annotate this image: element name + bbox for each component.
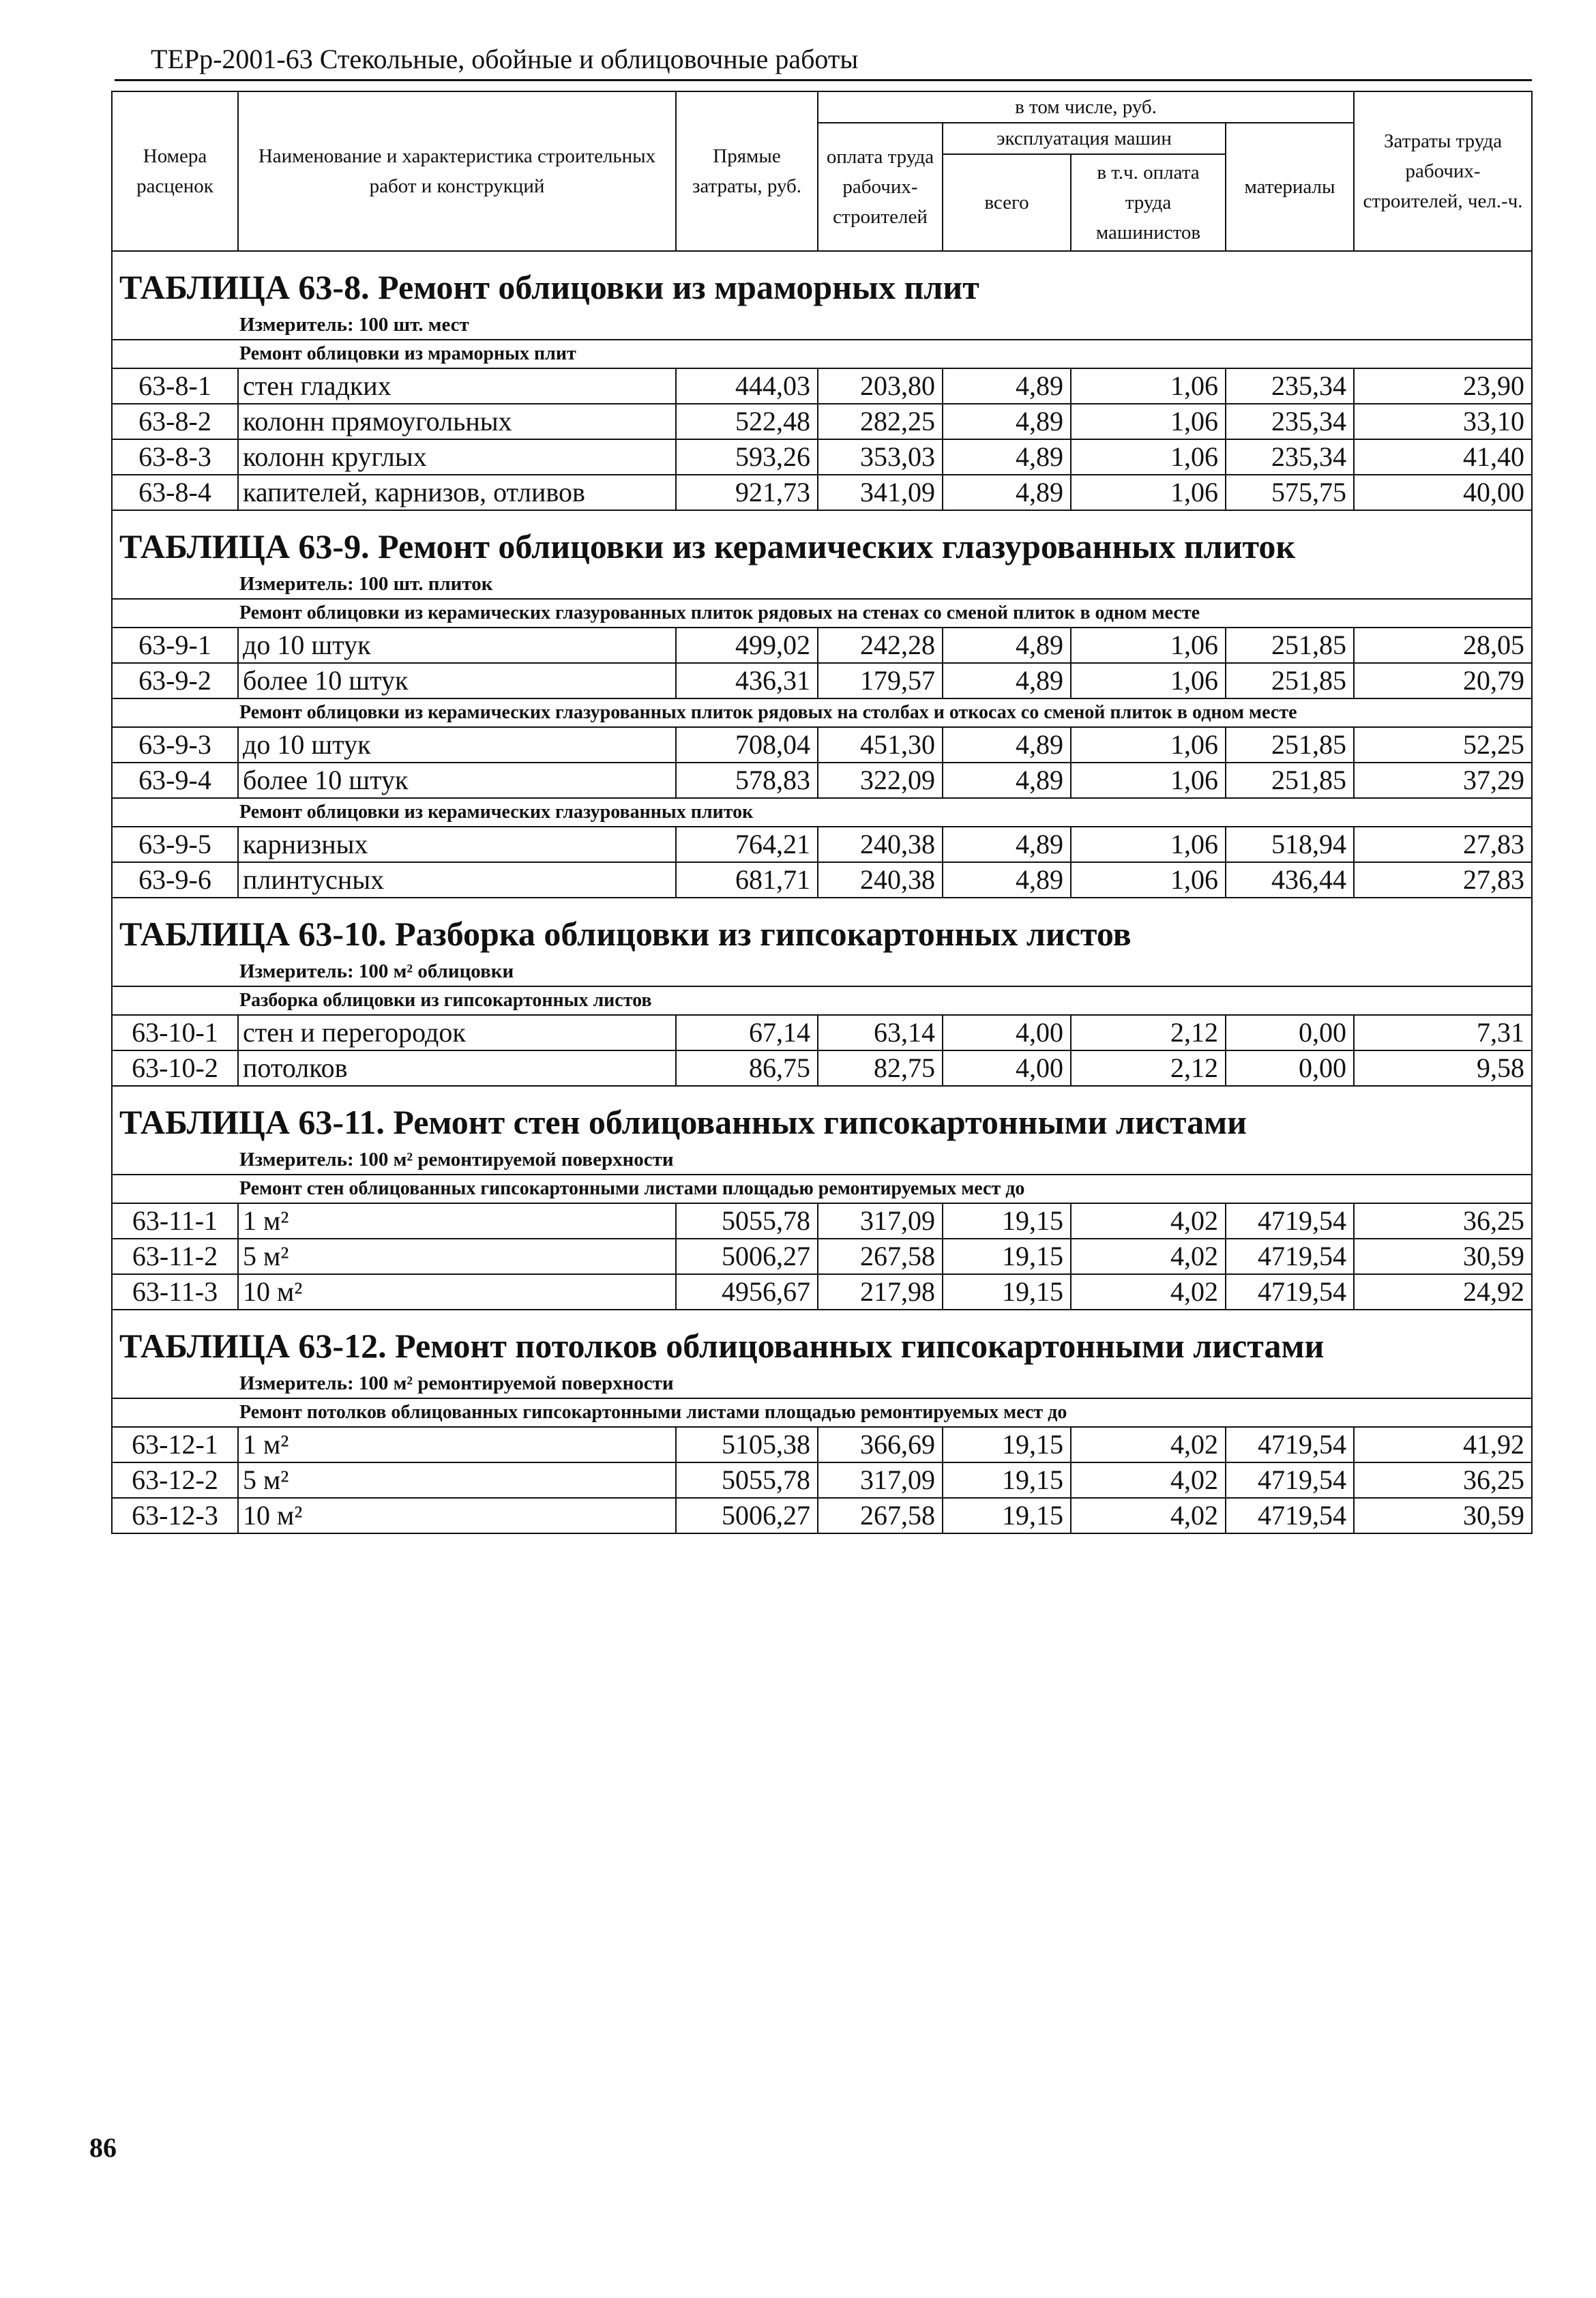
labor-hours: 41,92 [1354,1427,1532,1462]
work-name: до 10 штук [238,628,676,663]
materials-cost: 235,34 [1226,368,1354,404]
rate-code: 63-9-3 [112,727,238,763]
table-title: ТАБЛИЦА 63-11. Ремонт стен облицованных гипсокартонными листами [112,1086,1532,1145]
labor-hours: 30,59 [1354,1498,1532,1533]
labor-hours: 36,25 [1354,1462,1532,1498]
machine-total: 19,15 [943,1239,1071,1274]
table-row [112,439,1532,475]
work-name: до 10 штук [238,727,676,763]
labor-hours: 37,29 [1354,763,1532,798]
machinist-pay: 1,06 [1071,763,1226,798]
group-subtitle-row [112,698,1532,727]
machinist-pay: 1,06 [1071,862,1226,898]
work-name: колонн круглых [238,439,676,475]
work-name: стен и перегородок [238,1015,676,1050]
col-header-machine-operation: эксплуатация машин [943,123,1226,154]
machinist-pay: 1,06 [1071,404,1226,439]
work-name: более 10 штук [238,663,676,698]
labor-pay: 317,09 [818,1462,943,1498]
table-title: ТАБЛИЦА 63-12. Ремонт потолков облицованных гипсокартонными листами [112,1310,1532,1369]
table-title-row [112,251,1532,310]
labor-hours: 27,83 [1354,862,1532,898]
measure-row [112,310,1532,340]
measure-unit: Измеритель: 100 м² ремонтируемой поверхности [112,1369,1532,1398]
labor-pay: 341,09 [818,475,943,510]
machine-total: 4,89 [943,404,1071,439]
machinist-pay: 4,02 [1071,1203,1226,1239]
materials-cost: 4719,54 [1226,1498,1354,1533]
rate-code: 63-12-1 [112,1427,238,1462]
labor-pay: 179,57 [818,663,943,698]
table-row [112,628,1532,663]
materials-cost: 235,34 [1226,404,1354,439]
table-row [112,1015,1532,1050]
table-row [112,404,1532,439]
measure-row [112,1369,1532,1398]
direct-costs: 5006,27 [676,1498,818,1533]
work-name: колонн прямоугольных [238,404,676,439]
measure-unit: Измеритель: 100 м² облицовки [112,957,1532,986]
col-header-name: Наименование и характеристика строительных работ и конструкций [238,91,676,251]
machine-total: 4,89 [943,628,1071,663]
materials-cost: 0,00 [1226,1015,1354,1050]
group-subtitle-row [112,1398,1532,1427]
measure-row [112,570,1532,599]
machine-total: 19,15 [943,1274,1071,1310]
rate-code: 63-8-3 [112,439,238,475]
machine-total: 4,89 [943,827,1071,862]
work-name: капителей, карнизов, отливов [238,475,676,510]
col-header-including: в том числе, руб. [818,91,1354,123]
rate-code: 63-9-4 [112,763,238,798]
machine-total: 19,15 [943,1462,1071,1498]
header-rule [115,79,1532,81]
labor-pay: 240,38 [818,827,943,862]
direct-costs: 444,03 [676,368,818,404]
machine-total: 19,15 [943,1427,1071,1462]
table-row [112,862,1532,898]
group-subtitle: Ремонт облицовки из керамических глазурованных плиток рядовых на столбах и откосах со сменой плиток в одном месте [112,698,1532,727]
machinist-pay: 1,06 [1071,368,1226,404]
group-subtitle: Ремонт облицовки из керамических глазурованных плиток [112,798,1532,827]
rate-code: 63-11-2 [112,1239,238,1274]
group-subtitle-row [112,1175,1532,1203]
labor-hours: 36,25 [1354,1203,1532,1239]
group-subtitle: Ремонт потолков облицованных гипсокартонными листами площадью ремонтируемых мест до [112,1398,1532,1427]
labor-pay: 82,75 [818,1050,943,1086]
table-row [112,1427,1532,1462]
work-name: 1 м² [238,1427,676,1462]
table-row [112,368,1532,404]
direct-costs: 921,73 [676,475,818,510]
machine-total: 19,15 [943,1498,1071,1533]
work-name: 5 м² [238,1462,676,1498]
labor-pay: 451,30 [818,727,943,763]
measure-unit: Измеритель: 100 м² ремонтируемой поверхности [112,1145,1532,1175]
page-header: ТЕРр-2001-63 Стекольные, обойные и облицовочные работы [151,44,859,74]
table-title-row [112,1310,1532,1369]
labor-pay: 353,03 [818,439,943,475]
machinist-pay: 2,12 [1071,1050,1226,1086]
rate-code: 63-8-2 [112,404,238,439]
machinist-pay: 1,06 [1071,439,1226,475]
machinist-pay: 4,02 [1071,1498,1226,1533]
rate-code: 63-9-1 [112,628,238,663]
table-row [112,727,1532,763]
col-header-code: Номера расценок [112,91,238,251]
labor-hours: 28,05 [1354,628,1532,663]
work-name: 5 м² [238,1239,676,1274]
direct-costs: 593,26 [676,439,818,475]
rate-code: 63-10-1 [112,1015,238,1050]
materials-cost: 518,94 [1226,827,1354,862]
col-header-machinist-pay: в т.ч. оплата труда машинистов [1071,154,1226,251]
machinist-pay: 4,02 [1071,1274,1226,1310]
machinist-pay: 1,06 [1071,727,1226,763]
materials-cost: 436,44 [1226,862,1354,898]
rate-code: 63-12-2 [112,1462,238,1498]
machine-total: 4,89 [943,727,1071,763]
rates-table [111,91,1533,1534]
machinist-pay: 1,06 [1071,628,1226,663]
rate-code: 63-10-2 [112,1050,238,1086]
labor-hours: 41,40 [1354,439,1532,475]
labor-hours: 20,79 [1354,663,1532,698]
group-subtitle: Ремонт стен облицованных гипсокартонными листами площадью ремонтируемых мест до [112,1175,1532,1203]
work-name: 10 м² [238,1498,676,1533]
group-subtitle-row [112,599,1532,628]
materials-cost: 251,85 [1226,763,1354,798]
table-row [112,1050,1532,1086]
machinist-pay: 4,02 [1071,1462,1226,1498]
materials-cost: 4719,54 [1226,1274,1354,1310]
materials-cost: 251,85 [1226,727,1354,763]
machinist-pay: 4,02 [1071,1239,1226,1274]
table-title: ТАБЛИЦА 63-8. Ремонт облицовки из мраморных плит [112,251,1532,310]
direct-costs: 67,14 [676,1015,818,1050]
measure-row [112,957,1532,986]
machine-total: 4,00 [943,1015,1071,1050]
machine-total: 4,00 [943,1050,1071,1086]
labor-pay: 240,38 [818,862,943,898]
group-subtitle: Разборка облицовки из гипсокартонных листов [112,986,1532,1015]
table-title: ТАБЛИЦА 63-10. Разборка облицовки из гипсокартонных листов [112,898,1532,957]
materials-cost: 251,85 [1226,663,1354,698]
materials-cost: 4719,54 [1226,1203,1354,1239]
table-row [112,1203,1532,1239]
table-row [112,827,1532,862]
labor-pay: 242,28 [818,628,943,663]
work-name: потолков [238,1050,676,1086]
direct-costs: 708,04 [676,727,818,763]
table-row [112,1498,1532,1533]
direct-costs: 436,31 [676,663,818,698]
work-name: 1 м² [238,1203,676,1239]
labor-hours: 27,83 [1354,827,1532,862]
group-subtitle: Ремонт облицовки из керамических глазурованных плиток рядовых на стенах со сменой плиток в одном месте [112,599,1532,628]
labor-pay: 322,09 [818,763,943,798]
rate-code: 63-9-5 [112,827,238,862]
labor-hours: 40,00 [1354,475,1532,510]
materials-cost: 4719,54 [1226,1462,1354,1498]
rate-code: 63-8-4 [112,475,238,510]
table-title: ТАБЛИЦА 63-9. Ремонт облицовки из керамических глазурованных плиток [112,510,1532,570]
labor-pay: 267,58 [818,1498,943,1533]
labor-hours: 30,59 [1354,1239,1532,1274]
table-row [112,475,1532,510]
rate-code: 63-8-1 [112,368,238,404]
table-title-row [112,1086,1532,1145]
col-header-labor-pay: оплата труда рабочих-строителей [818,123,943,251]
header-row-1 [112,91,1532,123]
direct-costs: 5105,38 [676,1427,818,1462]
measure-unit: Измеритель: 100 шт. плиток [112,570,1532,599]
labor-pay: 217,98 [818,1274,943,1310]
table-row [112,1239,1532,1274]
labor-hours: 52,25 [1354,727,1532,763]
col-header-machine-total: всего [943,154,1071,251]
materials-cost: 251,85 [1226,628,1354,663]
machine-total: 4,89 [943,368,1071,404]
machine-total: 4,89 [943,763,1071,798]
machine-total: 4,89 [943,439,1071,475]
group-subtitle-row [112,798,1532,827]
direct-costs: 522,48 [676,404,818,439]
rate-code: 63-12-3 [112,1498,238,1533]
direct-costs: 499,02 [676,628,818,663]
rate-code: 63-11-3 [112,1274,238,1310]
labor-pay: 282,25 [818,404,943,439]
direct-costs: 5055,78 [676,1203,818,1239]
machinist-pay: 1,06 [1071,663,1226,698]
table-row [112,1274,1532,1310]
table-row [112,1462,1532,1498]
col-header-materials: материалы [1226,123,1354,251]
rate-code: 63-9-2 [112,663,238,698]
materials-cost: 4719,54 [1226,1239,1354,1274]
measure-unit: Измеритель: 100 шт. мест [112,310,1532,340]
work-name: плинтусных [238,862,676,898]
labor-hours: 33,10 [1354,404,1532,439]
direct-costs: 764,21 [676,827,818,862]
direct-costs: 86,75 [676,1050,818,1086]
machine-total: 4,89 [943,862,1071,898]
table-row [112,663,1532,698]
table-row [112,763,1532,798]
rate-code: 63-9-6 [112,862,238,898]
rate-code: 63-11-1 [112,1203,238,1239]
machinist-pay: 4,02 [1071,1427,1226,1462]
labor-hours: 23,90 [1354,368,1532,404]
machine-total: 4,89 [943,663,1071,698]
labor-pay: 203,80 [818,368,943,404]
col-header-labor-hours: Затраты труда рабочих-строителей, чел.-ч. [1354,91,1532,251]
materials-cost: 575,75 [1226,475,1354,510]
work-name: стен гладких [238,368,676,404]
machine-total: 19,15 [943,1203,1071,1239]
table-title-row [112,510,1532,570]
direct-costs: 4956,67 [676,1274,818,1310]
labor-hours: 7,31 [1354,1015,1532,1050]
labor-pay: 366,69 [818,1427,943,1462]
materials-cost: 235,34 [1226,439,1354,475]
direct-costs: 5055,78 [676,1462,818,1498]
col-header-direct-costs: Прямые затраты, руб. [676,91,818,251]
direct-costs: 681,71 [676,862,818,898]
direct-costs: 5006,27 [676,1239,818,1274]
machine-total: 4,89 [943,475,1071,510]
work-name: более 10 штук [238,763,676,798]
work-name: карнизных [238,827,676,862]
machinist-pay: 1,06 [1071,827,1226,862]
machinist-pay: 1,06 [1071,475,1226,510]
group-subtitle-row [112,340,1532,368]
labor-hours: 9,58 [1354,1050,1532,1086]
table-title-row [112,898,1532,957]
group-subtitle-row [112,986,1532,1015]
labor-pay: 63,14 [818,1015,943,1050]
labor-hours: 24,92 [1354,1274,1532,1310]
labor-pay: 317,09 [818,1203,943,1239]
materials-cost: 4719,54 [1226,1427,1354,1462]
work-name: 10 м² [238,1274,676,1310]
labor-pay: 267,58 [818,1239,943,1274]
page-number: 86 [89,2132,117,2163]
measure-row [112,1145,1532,1175]
materials-cost: 0,00 [1226,1050,1354,1086]
machinist-pay: 2,12 [1071,1015,1226,1050]
direct-costs: 578,83 [676,763,818,798]
group-subtitle: Ремонт облицовки из мраморных плит [112,340,1532,368]
